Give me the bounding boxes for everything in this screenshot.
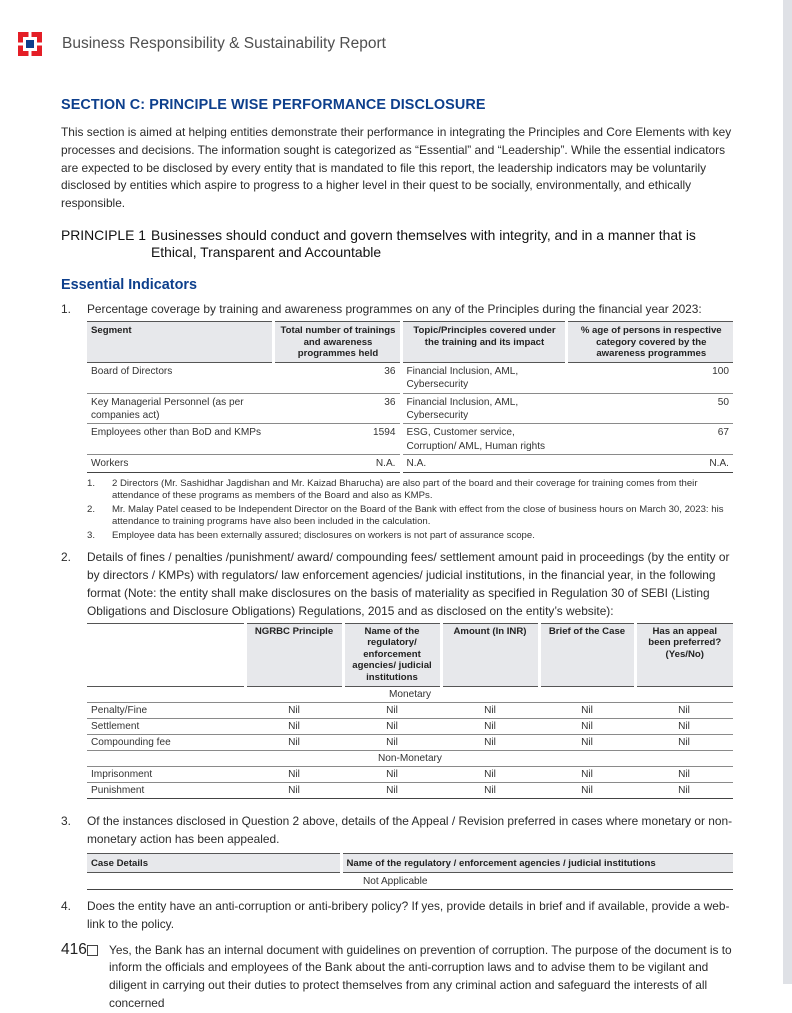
row-label: Compounding fee	[87, 734, 245, 750]
table-row	[87, 734, 733, 750]
answer-bullet	[87, 942, 733, 1013]
col-header-brief: Brief of the Case	[539, 623, 635, 686]
cell: Nil	[343, 782, 441, 798]
footnote-number: 1.	[87, 477, 96, 489]
cell: Nil	[245, 782, 343, 798]
footnote-text: Mr. Malay Patel ceased to be Independent Director on the Board of the Bank with effect from the close of business hours on March 30, 2023: his attendance to training programs have also been included in the calculation.	[112, 503, 724, 528]
principle-heading	[61, 227, 733, 262]
question-number: 3.	[61, 813, 71, 828]
bank-logo-icon	[18, 32, 42, 56]
cell: Nil	[635, 734, 733, 750]
essential-indicators-title: Essential Indicators	[61, 276, 197, 293]
cell: Nil	[343, 718, 441, 734]
report-title: Business Responsibility & Sustainability Report	[62, 35, 386, 52]
question-text: Of the instances disclosed in Question 2 above, details of the Appeal / Revision preferred in cases where monetary or non-monetary action has been appealed.	[87, 813, 733, 846]
cell: Nil	[441, 734, 539, 750]
principle-number: PRINCIPLE 1	[61, 226, 146, 243]
topic-cell: ESG, Customer service, Corruption/ AML, Human rights	[401, 424, 566, 455]
total-cell: 1594	[273, 424, 401, 455]
segment-cell: Employees other than BoD and KMPs	[87, 424, 273, 455]
section-intro: This section is aimed at helping entities demonstrate their performance in integrating the Principles and Core Elements with key processes and decisions. The information sought is categorized as “Essential” and “Leadership”. While the essential indicators are expected to be disclosed by every entity that is mandated to file this report, the leadership indicators may be voluntarily disclosed by entities which aspire to progress to a higher level in their quest to be socially, environmentally, and ethically responsible.	[61, 125, 732, 211]
row-label: Imprisonment	[87, 766, 245, 782]
cell: Nil	[245, 702, 343, 718]
group-label: Non-Monetary	[87, 750, 733, 766]
penalties-table	[87, 623, 733, 799]
answer-text: Yes, the Bank has an internal document with guidelines on prevention of corruption. The purpose of the document is to inform the officials and employees of the Bank about the anti-corruption laws and to advise them to be vigilant and diligent in carrying out their duties to protect themselves from any criminal action and safeguard the interests of all concerned	[109, 942, 732, 1010]
percentage-cell: N.A.	[566, 455, 733, 472]
table-row	[87, 718, 733, 734]
table-row	[87, 455, 733, 472]
question-number: 1.	[61, 301, 71, 316]
section-title: SECTION C: PRINCIPLE WISE PERFORMANCE DISCLOSURE	[61, 97, 486, 113]
topic-cell: Financial Inclusion, AML, Cybersecurity	[401, 393, 566, 424]
total-cell: 36	[273, 362, 401, 393]
square-bullet-icon	[87, 945, 98, 956]
percentage-cell: 67	[566, 424, 733, 455]
question-3	[61, 812, 733, 848]
topic-cell: Financial Inclusion, AML, Cybersecurity	[401, 362, 566, 393]
cell: Nil	[539, 718, 635, 734]
col-header-agency-name: Name of the regulatory / enforcement agencies / judicial institutions	[341, 853, 733, 872]
col-header-blank	[87, 623, 245, 686]
cell: Nil	[343, 702, 441, 718]
cell: Nil	[539, 782, 635, 798]
col-header-amount: Amount (In INR)	[441, 623, 539, 686]
cell: Nil	[245, 766, 343, 782]
row-label: Penalty/Fine	[87, 702, 245, 718]
total-cell: 36	[273, 393, 401, 424]
footnote-number: 2.	[87, 503, 96, 515]
cell: Nil	[539, 702, 635, 718]
table-footnotes	[87, 478, 733, 543]
col-header-appeal: Has an appeal been preferred? (Yes/No)	[635, 623, 733, 686]
footnote	[87, 504, 733, 529]
segment-cell: Board of Directors	[87, 362, 273, 393]
question-number: 4.	[61, 898, 71, 913]
question-4	[61, 897, 733, 933]
footnote	[87, 478, 733, 503]
cell: Nil	[343, 734, 441, 750]
footnote	[87, 530, 733, 543]
appeals-table	[87, 853, 733, 890]
question-1	[61, 300, 733, 318]
segment-cell: Workers	[87, 455, 273, 472]
group-label: Monetary	[87, 686, 733, 702]
topic-cell: N.A.	[401, 455, 566, 472]
cell: Nil	[539, 734, 635, 750]
page-edge-strip	[783, 0, 792, 984]
page-number: 416	[61, 941, 87, 958]
question-2	[61, 548, 733, 620]
table-row	[87, 362, 733, 393]
col-header-percentage: % age of persons in respective category covered by the awareness programmes	[566, 321, 733, 362]
percentage-cell: 50	[566, 393, 733, 424]
percentage-cell: 100	[566, 362, 733, 393]
col-header-case-details: Case Details	[87, 853, 341, 872]
col-header-segment: Segment	[87, 321, 273, 362]
footnote-text: 2 Directors (Mr. Sashidhar Jagdishan and Mr. Kaizad Bharucha) are also part of the board and their coverage for training comes from their attendance of these programs as members of the Board and also as KMPs.	[112, 477, 698, 502]
cell: Nil	[635, 702, 733, 718]
page-content	[61, 97, 733, 1013]
cell: Nil	[441, 766, 539, 782]
total-cell: N.A.	[273, 455, 401, 472]
table-row	[87, 872, 733, 889]
training-coverage-table	[87, 321, 733, 473]
footnote-text: Employee data has been externally assured; disclosures on workers is not part of assurance scope.	[112, 529, 535, 541]
cell: Nil	[343, 766, 441, 782]
cell: Nil	[245, 734, 343, 750]
question-text: Does the entity have an anti-corruption or anti-bribery policy? If yes, provide details in brief and if available, provide a web-link to the policy.	[87, 898, 730, 931]
table-row	[87, 424, 733, 455]
row-label: Settlement	[87, 718, 245, 734]
cell: Nil	[635, 782, 733, 798]
cell: Nil	[635, 718, 733, 734]
question-number: 2.	[61, 549, 71, 564]
report-header	[18, 32, 778, 58]
question-text: Details of fines / penalties /punishment/ award/ compounding fees/ settlement amount paid in proceedings (by the entity or by directors / KMPs) with regulators/ law enforcement agencies/ judicial institutions, in the financial year, in the following format (Note: the entity shall make disclosures on the basis of materiality as specified in Regulation 30 of SEBI (Listing Obligations and Disclosure Obligations) Regulations, 2015 and as disclosed on the entity’s website):	[87, 549, 730, 618]
cell: Nil	[441, 702, 539, 718]
col-header-total-trainings: Total number of trainings and awareness programmes held	[273, 321, 401, 362]
cell: Nil	[441, 782, 539, 798]
col-header-agency: Name of the regulatory/ enforcement agencies/ judicial institutions	[343, 623, 441, 686]
cell: Nil	[245, 718, 343, 734]
col-header-ngrbc: NGRBC Principle	[245, 623, 343, 686]
table-row	[87, 782, 733, 798]
not-applicable-cell: Not Applicable	[87, 872, 733, 889]
principle-text: Businesses should conduct and govern themselves with integrity, and in a manner that is Ethical, Transparent and Accountable	[151, 226, 696, 261]
row-label: Punishment	[87, 782, 245, 798]
cell: Nil	[441, 718, 539, 734]
cell: Nil	[635, 766, 733, 782]
group-row-monetary	[87, 686, 733, 702]
col-header-topics: Topic/Principles covered under the training and its impact	[401, 321, 566, 362]
table-row	[87, 393, 733, 424]
group-row-non-monetary	[87, 750, 733, 766]
table-row	[87, 702, 733, 718]
table-row	[87, 766, 733, 782]
footnote-number: 3.	[87, 529, 96, 541]
question-text: Percentage coverage by training and awareness programmes on any of the Principles during the financial year 2023:	[87, 301, 702, 316]
cell: Nil	[539, 766, 635, 782]
segment-cell: Key Managerial Personnel (as per companies act)	[87, 393, 273, 424]
